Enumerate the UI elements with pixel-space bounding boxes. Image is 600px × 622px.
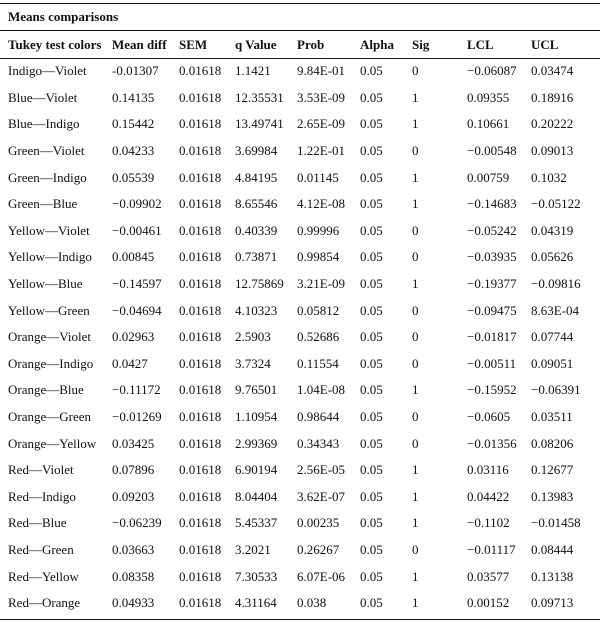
table-cell: −0.0605 [467,409,511,425]
table-cell: 0.01618 [179,169,222,185]
table-cell: Yellow—Violet [8,222,90,238]
table-cell: 0.0427 [112,355,148,371]
table-row [0,191,600,218]
table-cell: 0.05 [360,329,383,345]
table-cell: 0.04933 [112,595,155,611]
table-cell: 0.00152 [467,595,510,611]
table-cell: −0.05242 [467,222,517,238]
table-cell: 0.05 [360,302,383,318]
table-cell: 0.09713 [531,595,574,611]
header-cell: LCL [467,36,494,52]
table-cell: 0.05 [360,382,383,398]
table-cell: Green—Indigo [8,169,87,185]
table-cell: 1 [412,196,419,212]
table-cell: −0.14597 [112,276,162,292]
table-cell: 0.40339 [235,222,278,238]
header-row [0,31,600,58]
table-row [0,590,600,617]
table-cell: Red—Blue [8,515,67,531]
table-cell: 0.01618 [179,222,222,238]
table-cell: 0.05 [360,595,383,611]
table-row [0,297,600,324]
table-cell: 1.22E-01 [297,143,346,159]
table-cell: 0.01618 [179,249,222,265]
table-cell: 6.07E-06 [297,568,346,584]
table-cell: 0.01618 [179,355,222,371]
table-row [0,271,600,298]
table-cell: 0.01618 [179,89,222,105]
table-cell: −0.09902 [112,196,162,212]
table-cell: 3.53E-09 [297,89,346,105]
table-row [0,457,600,484]
table-cell: 0.05 [360,409,383,425]
table-cell: Blue—Indigo [8,116,80,132]
table-cell: 0.01618 [179,515,222,531]
table-cell: −0.11172 [112,382,161,398]
table-cell: 0.05 [360,488,383,504]
table-cell: 1.04E-08 [297,382,346,398]
table-cell: Indigo—Violet [8,63,87,79]
table-row [0,563,600,590]
table-cell: −0.06391 [531,382,581,398]
table-cell: 0.05626 [531,249,574,265]
table-caption: Means comparisons [8,9,119,24]
table-cell: Yellow—Blue [8,276,83,292]
table-cell: 8.04404 [235,488,278,504]
table-cell: 0.10661 [467,116,510,132]
header-cell: SEM [179,36,208,52]
table-cell: 0.01618 [179,196,222,212]
table-cell: 1.10954 [235,409,278,425]
table-cell: Red—Indigo [8,488,76,504]
table-cell: −0.01356 [467,435,517,451]
table-cell: 2.99369 [235,435,278,451]
table-cell: 0 [412,541,419,557]
table-cell: 1 [412,116,419,132]
table-cell: 0.05 [360,515,383,531]
header-cell: q Value [235,36,277,52]
table-cell: 0.01618 [179,595,222,611]
table-cell: 0.1032 [531,169,567,185]
table-cell: 1.1421 [235,63,271,79]
header-cell: Sig [412,36,430,52]
table-cell: −0.15952 [467,382,517,398]
table-cell: Yellow—Indigo [8,249,92,265]
table-cell: −0.09475 [467,302,517,318]
table-cell: 0.14135 [112,89,155,105]
table-cell: 0.01618 [179,143,222,159]
table-cell: 0.07744 [531,329,574,345]
table-cell: 2.65E-09 [297,116,346,132]
table-cell: 0 [412,355,419,371]
table-body [0,58,600,616]
table-cell: −0.00548 [467,143,517,159]
table-cell: 0.15442 [112,116,155,132]
table-cell: 0.05 [360,143,383,159]
table-cell: 0.20222 [531,116,574,132]
table-cell: 0.18916 [531,89,574,105]
table-cell: −0.06239 [112,515,162,531]
table-cell: 0.04319 [531,222,574,238]
table-cell: 0.05539 [112,169,155,185]
table-row [0,58,600,85]
table-cell: 0 [412,222,419,238]
table-cell: 0.01618 [179,488,222,504]
table-cell: 0 [412,302,419,318]
table-cell: Yellow—Green [8,302,90,318]
table-cell: 0.05 [360,276,383,292]
top-rule [0,3,600,4]
table-cell: 0.09051 [531,355,574,371]
table-cell: 0.04422 [467,488,510,504]
table-cell: 8.65546 [235,196,278,212]
table-cell: 1 [412,382,419,398]
table-cell: 0.08206 [531,435,574,451]
table-cell: 0.02963 [112,329,155,345]
table-cell: 4.10323 [235,302,278,318]
table-cell: 0.03511 [531,409,573,425]
table-row [0,218,600,245]
table-cell: 0.05 [360,249,383,265]
table-cell: 0.05 [360,541,383,557]
table-cell: 0.01618 [179,435,222,451]
table-cell: 5.45337 [235,515,278,531]
table-cell: 1 [412,568,419,584]
table-cell: 0.26267 [297,541,340,557]
table-cell: 0.05 [360,169,383,185]
table-cell: 0.01618 [179,568,222,584]
header-cell: Prob [297,36,325,52]
table-cell: 0.03425 [112,435,155,451]
table-cell: Green—Blue [8,196,78,212]
table-cell: 0.01618 [179,116,222,132]
table-cell: 3.21E-09 [297,276,346,292]
table-cell: 9.84E-01 [297,63,346,79]
table-cell: 3.69984 [235,143,278,159]
results-table [0,31,600,616]
table-cell: 0.03577 [467,568,510,584]
table-cell: 0.00845 [112,249,155,265]
table-cell: Red—Orange [8,595,81,611]
table-cell: 0.34343 [297,435,340,451]
table-cell: −0.01817 [467,329,517,345]
table-cell: 12.75869 [235,276,284,292]
table-cell: 1 [412,595,419,611]
header-cell: UCL [531,36,559,52]
table-cell: 0.09013 [531,143,574,159]
table-cell: Orange—Violet [8,329,91,345]
table-row [0,404,600,431]
table-cell: 0.01618 [179,302,222,318]
table-cell: −0.01458 [531,515,581,531]
table-cell: 0.05 [360,63,383,79]
table-cell: 0.05 [360,568,383,584]
table-cell: 0.05 [360,435,383,451]
table-cell: 12.35531 [235,89,284,105]
table-cell: 0.038 [297,595,327,611]
table-cell: 0.12677 [531,462,574,478]
table-cell: −0.03935 [467,249,517,265]
table-cell: 0.13138 [531,568,574,584]
table-cell: 0.05812 [297,302,340,318]
table-row [0,351,600,378]
table-cell: 7.30533 [235,568,278,584]
table-cell: 0.05 [360,89,383,105]
table-cell: 6.90194 [235,462,278,478]
table-cell: 0.00235 [297,515,340,531]
table-cell: 0.01618 [179,63,222,79]
table-cell: Red—Yellow [8,568,79,584]
table-cell: −0.09816 [531,276,581,292]
table-cell: 0.04233 [112,143,155,159]
table-cell: 0.01145 [297,169,339,185]
table-cell: -0.01307 [112,63,159,79]
table-cell: −0.06087 [467,63,517,79]
table-cell: 0.98644 [297,409,340,425]
table-row [0,324,600,351]
table-cell: −0.19377 [467,276,517,292]
table-row [0,244,600,271]
table-cell: 8.63E-04 [531,302,580,318]
table-cell: 0.05 [360,196,383,212]
table-cell: Orange—Yellow [8,435,97,451]
header-bottom-rule [0,58,600,59]
table-cell: 0.52686 [297,329,340,345]
table-cell: 0.09355 [467,89,510,105]
table-cell: Blue—Violet [8,89,78,105]
table-row [0,138,600,165]
table-cell: 0.08358 [112,568,155,584]
table-cell: 0.03663 [112,541,155,557]
table-cell: 1 [412,488,419,504]
table-cell: −0.14683 [467,196,517,212]
table-cell: 0 [412,249,419,265]
table-row [0,510,600,537]
table-row [0,111,600,138]
table-cell: 0.05 [360,462,383,478]
table-row [0,537,600,564]
table-cell: 1 [412,515,419,531]
table-cell: 0.01618 [179,276,222,292]
table-cell: 0.05 [360,116,383,132]
table-row [0,377,600,404]
header-cell: Tukey test colors [8,36,102,52]
table-cell: 0.00759 [467,169,510,185]
table-cell: 4.12E-08 [297,196,346,212]
table-cell: −0.01117 [467,541,516,557]
table-cell: 0.03116 [467,462,509,478]
bottom-rule [0,619,600,620]
table-row [0,484,600,511]
table-row [0,164,600,191]
table-cell: 0.73871 [235,249,278,265]
table-cell: 0 [412,143,419,159]
table-cell: 0.13983 [531,488,574,504]
table-cell: 0.05 [360,222,383,238]
table-cell: −0.00461 [112,222,162,238]
table-cell: 1 [412,462,419,478]
table-cell: 0 [412,329,419,345]
header-cell: Mean diff [112,36,167,52]
table-cell: 13.49741 [235,116,284,132]
table-cell: Orange—Indigo [8,355,94,371]
table-cell: 1 [412,169,419,185]
table-cell: 0.03474 [531,63,574,79]
table-cell: Red—Green [8,541,74,557]
table-cell: 0.01618 [179,382,222,398]
table-cell: 9.76501 [235,382,278,398]
header-cell: Alpha [360,36,394,52]
table-cell: −0.05122 [531,196,581,212]
table-cell: Green—Violet [8,143,85,159]
table-cell: 4.84195 [235,169,278,185]
table-cell: 0 [412,63,419,79]
table-cell: 0.99996 [297,222,340,238]
table-cell: 0.01618 [179,462,222,478]
table-cell: −0.04694 [112,302,162,318]
table-cell: 0.99854 [297,249,340,265]
table-cell: 2.5903 [235,329,271,345]
table-row [0,85,600,112]
table-cell: 0.05 [360,355,383,371]
table-cell: 3.7324 [235,355,271,371]
table-cell: Orange—Blue [8,382,84,398]
table-cell: −0.01269 [112,409,162,425]
table-cell: 0 [412,435,419,451]
table-cell: 0.01618 [179,541,222,557]
table-cell: 0.01618 [179,409,222,425]
table-cell: −0.00511 [467,355,517,371]
table-cell: 2.56E-05 [297,462,346,478]
table-cell: 3.62E-07 [297,488,346,504]
table-cell: Red—Violet [8,462,74,478]
table-cell: 1 [412,276,419,292]
table-cell: 0.09203 [112,488,155,504]
table-cell: 1 [412,89,419,105]
table-cell: 0.07896 [112,462,155,478]
table-cell: 0.08444 [531,541,574,557]
table-cell: −0.1102 [467,515,510,531]
table-cell: 0 [412,409,419,425]
table-cell: 3.2021 [235,541,271,557]
table-cell: 0.01618 [179,329,222,345]
table-cell: Orange—Green [8,409,92,425]
table-cell: 0.11554 [297,355,339,371]
table-cell: 4.31164 [235,595,277,611]
table-row [0,430,600,457]
